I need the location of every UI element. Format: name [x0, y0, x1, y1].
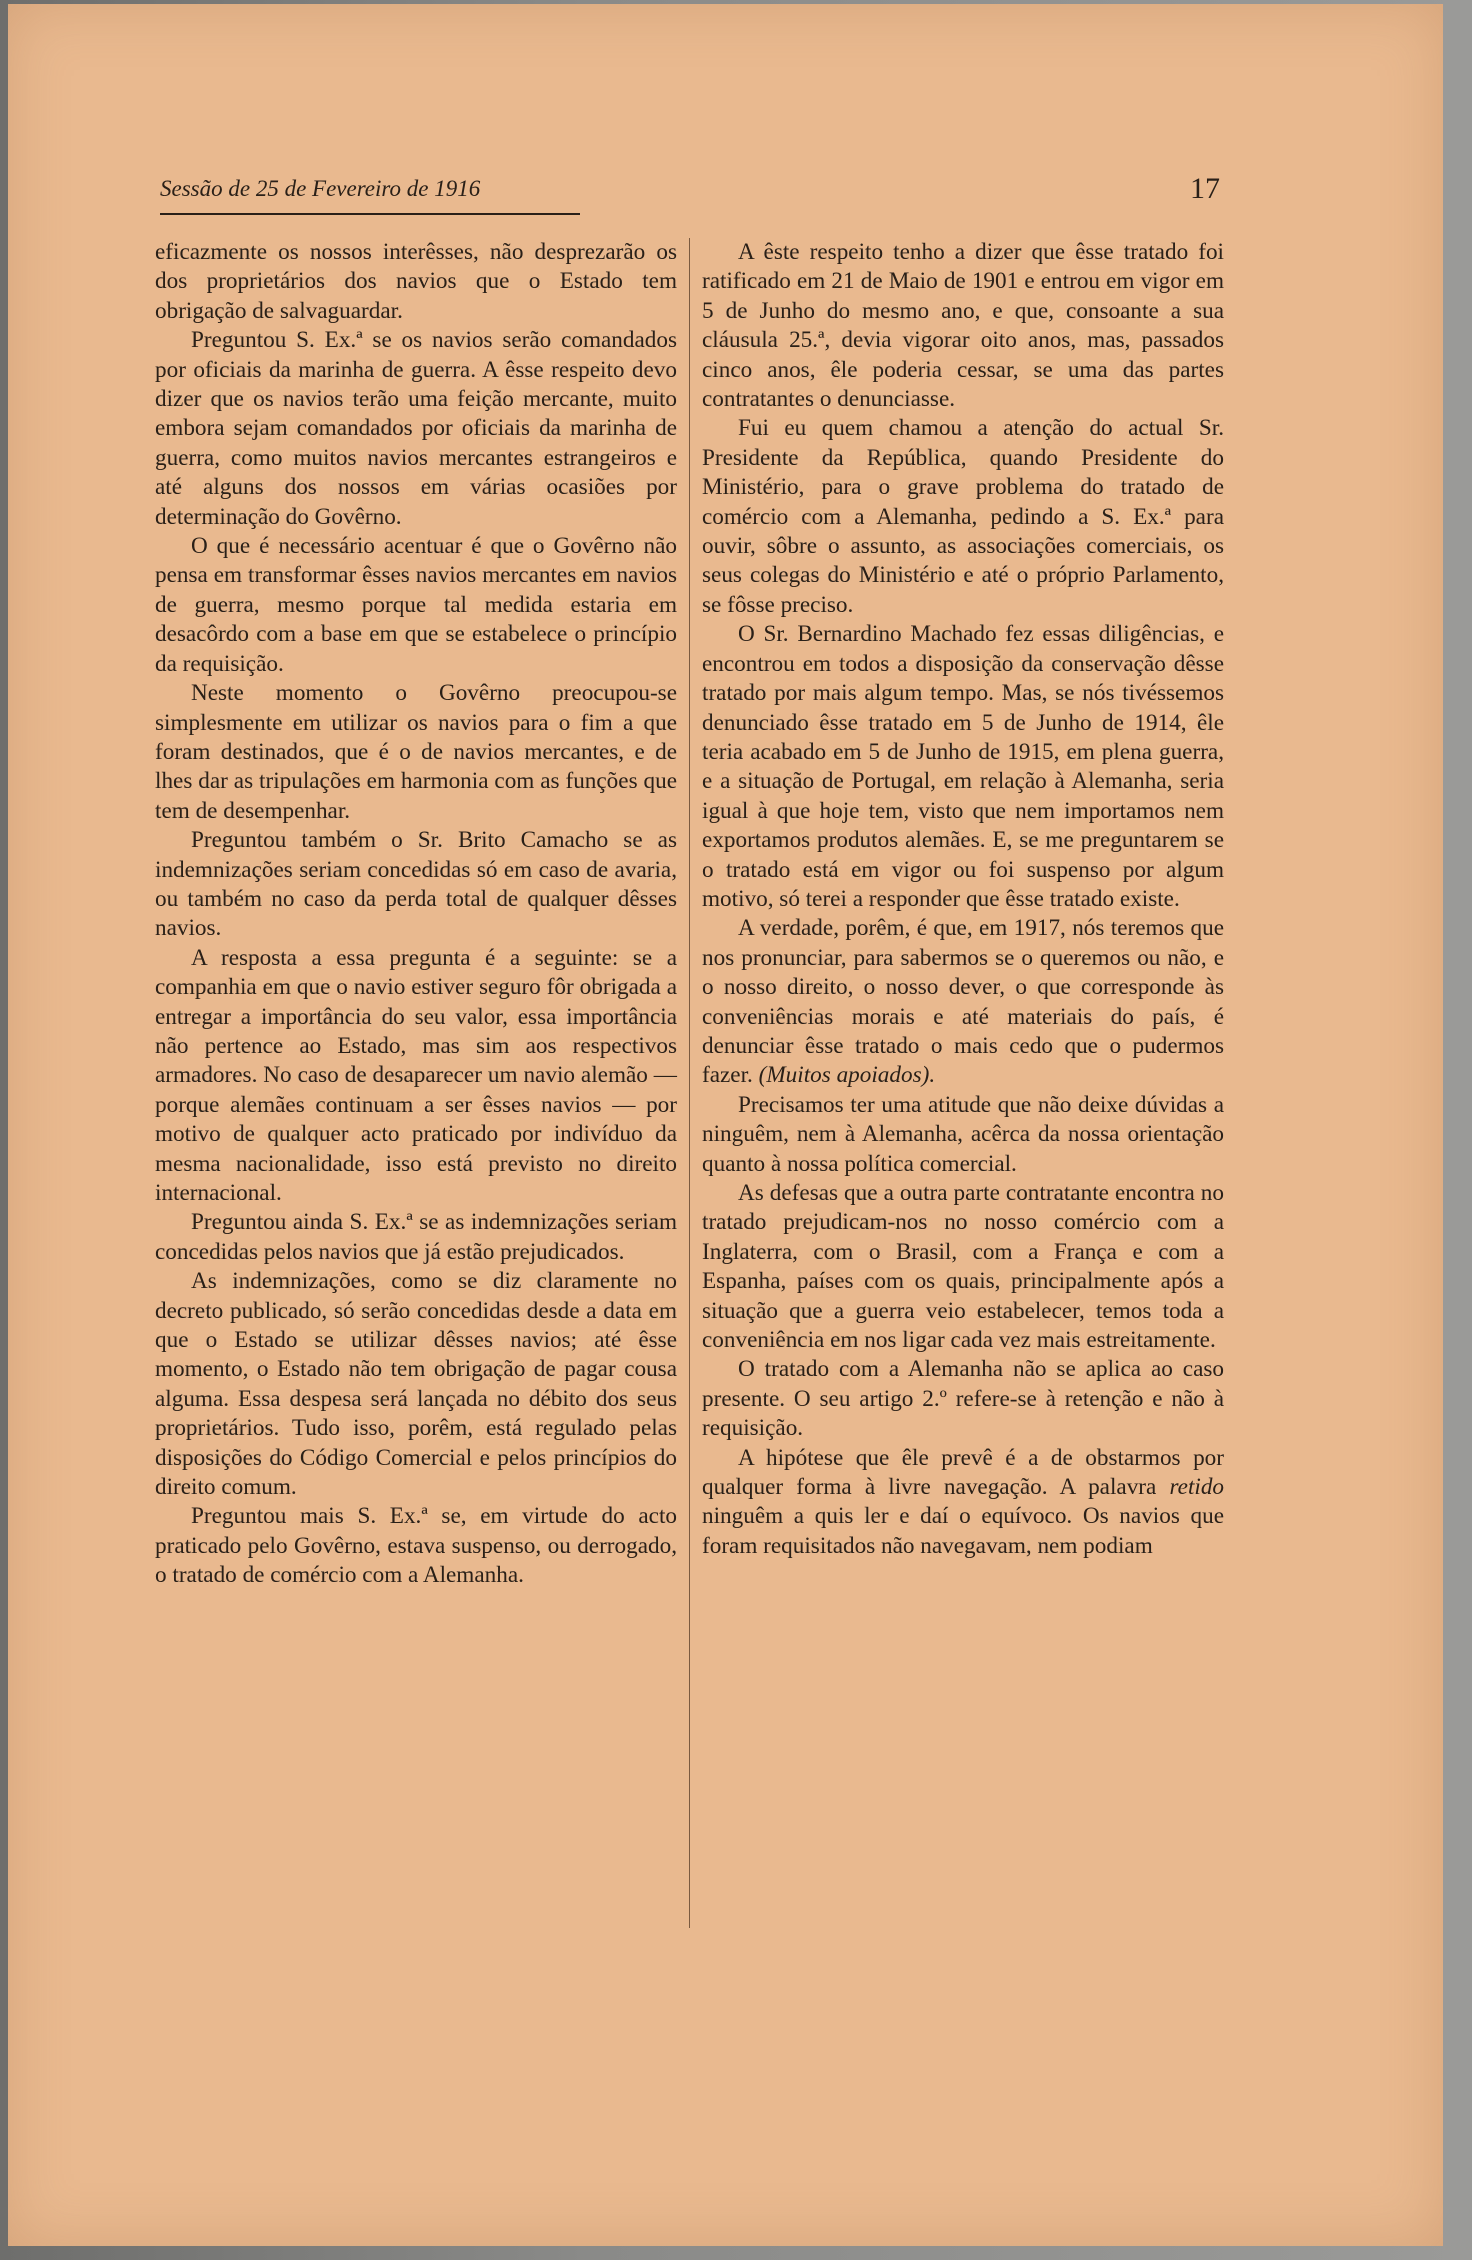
paragraph: Preguntou também o Sr. Brito Camacho se as indemnizações seriam concedidas só em caso de avaria, ou também no caso da perda total de qualquer dêsses navios. [155, 827, 677, 942]
apoiados-remark: (Muitos apoiados). [758, 1062, 936, 1089]
paragraph: A êste respeito tenho a dizer que êsse tratado foi ratificado em 21 de Maio de 1901 e entrou em vigor em 5 de Junho do mesmo ano, e que, consoante a sua cláusula 25.ª, devia vigorar oito anos, mas, passados cinco anos, êle poderia cessar, se uma das partes contratantes o denunciasse. [702, 239, 1224, 413]
paragraph: Preguntou mais S. Ex.ª se, em virtude do acto praticado pelo Govêrno, estava suspenso, ou derrogado, o tratado de comércio com a Alemanha. [155, 1503, 677, 1589]
paragraph: Fui eu quem chamou a atenção do actual Sr. Presidente da República, quando Presidente do Ministério, para o grave problema do tratado de comércio com a Alemanha, pedindo a S. Ex.ª para ouvir, sôbre o assunto, as associações comerciais, os seus colegas do Ministério e até o próprio Parlamento, se fôsse preciso. [702, 415, 1224, 618]
paragraph: O Sr. Bernardino Machado fez essas diligências, e encontrou em todos a disposição da conservação dêsse tratado por mais algum tempo. Mas, se nós tivéssemos denunciado êsse tratado em 5 de Junho de 1914, êle teria acabado em 5 de Junho de 1915, em plena guerra, e a situação de Portugal, em relação à Alemanha, seria igual à que hoje tem, visto que nem importamos nem exportamos produtos alemães. E, se me preguntarem se o tratado está em vigor ou foi suspenso por algum motivo, só terei a responder que êsse tratado existe. [702, 621, 1224, 912]
paragraph [702, 1444, 1224, 1562]
right-column [702, 238, 1224, 1938]
paragraph: Preguntou ainda S. Ex.ª se as indemnizações seriam concedidas pelos navios que já estão prejudicados. [155, 1209, 677, 1265]
paragraph: As indemnizações, como se diz claramente no decreto publicado, só serão concedidas desde a data em que o Estado se utilizar dêsses navios; até êsse momento, o Estado não tem obrigação de pagar cousa alguma. Essa despesa será lançada no débito dos seus proprietários. Tudo isso, porêm, está regulado pelas disposições do Código Comercial e pelos princípios do direito comum. [155, 1268, 677, 1501]
paragraph: eficazmente os nossos interêsses, não desprezarão os dos proprietários dos navios que o Estado tem obrigação de salvaguardar. [155, 239, 677, 324]
column-divider [689, 238, 690, 1928]
running-title: Sessão de 25 de Fevereiro de 1916 [160, 176, 481, 201]
retido-word: retido [1169, 1474, 1225, 1501]
paragraph-text: ninguêm a quis ler e daí o equívoco. Os navios que foram requisitados não navegavam, nem podiam [702, 1503, 1224, 1559]
paragraph: As defesas que a outra parte contratante encontra no tratado prejudicam-nos no nosso comércio com a Inglaterra, com o Brasil, com a França e com a Espanha, países com os quais, principalmente após a situação que a guerra veio estabelecer, temos toda a conveniência em nos ligar cada vez mais estreitamente. [702, 1180, 1224, 1354]
paragraph-text: A hipótese que êle prevê é a de obstarmos por qualquer forma à livre navegação. A palavra [702, 1444, 1224, 1501]
paragraph: A resposta a essa pregunta é a seguinte: se a companhia em que o navio estiver seguro fôr obrigada a entregar a importância do seu valor, essa importância não pertence ao Estado, mas sim aos respectivos armadores. No caso de desaparecer um navio alemão — porque alemães continuam a ser êsses navios — por motivo de qualquer acto praticado por indivíduo da mesma nacionalidade, isso está previsto no direito internacional. [155, 944, 677, 1206]
page-header [160, 172, 1220, 216]
paragraph: Preguntou S. Ex.ª se os navios serão comandados por oficiais da marinha de guerra. A êsse respeito devo dizer que os navios terão uma feição mercante, muito embora sejam comandados por oficiais da marinha de guerra, como muitos navios mercantes estrangeiros e até alguns dos nossos em várias ocasiões por determinação do Govêrno. [155, 327, 677, 530]
header-rule [160, 213, 580, 215]
left-column [155, 238, 677, 1938]
paragraph [702, 914, 1224, 1090]
paragraph-text: A verdade, porêm, é que, em 1917, nós teremos que nos pronunciar, para sabermos se o queremos ou não, e o nosso direito, o nosso dever, o que corresponde às conveniências morais e até materiais do país, é denunciar êsse tratado o mais cedo que o pudermos fazer. [702, 915, 1224, 1089]
paragraph: Precisamos ter uma atitude que não deixe dúvidas a ninguêm, nem à Alemanha, acêrca da nossa orientação quanto à nossa política comercial. [702, 1091, 1224, 1177]
paragraph: O tratado com a Alemanha não se aplica ao caso presente. O seu artigo 2.º refere-se à retenção e não à requisição. [702, 1356, 1224, 1442]
paragraph: Neste momento o Govêrno preocupou-se simplesmente em utilizar os navios para o fim a que foram destinados, que é o de navios mercantes, e de lhes dar as tripulações em harmonia com as funções que tem de desempenhar. [155, 680, 677, 824]
page-number: 17 [1190, 172, 1220, 205]
paragraph: O que é necessário acentuar é que o Govêrno não pensa em transformar êsses navios mercantes em navios de guerra, mesmo porque tal medida estaria em desacôrdo com a base em que se estabelece o princípio da requisição. [155, 533, 677, 677]
